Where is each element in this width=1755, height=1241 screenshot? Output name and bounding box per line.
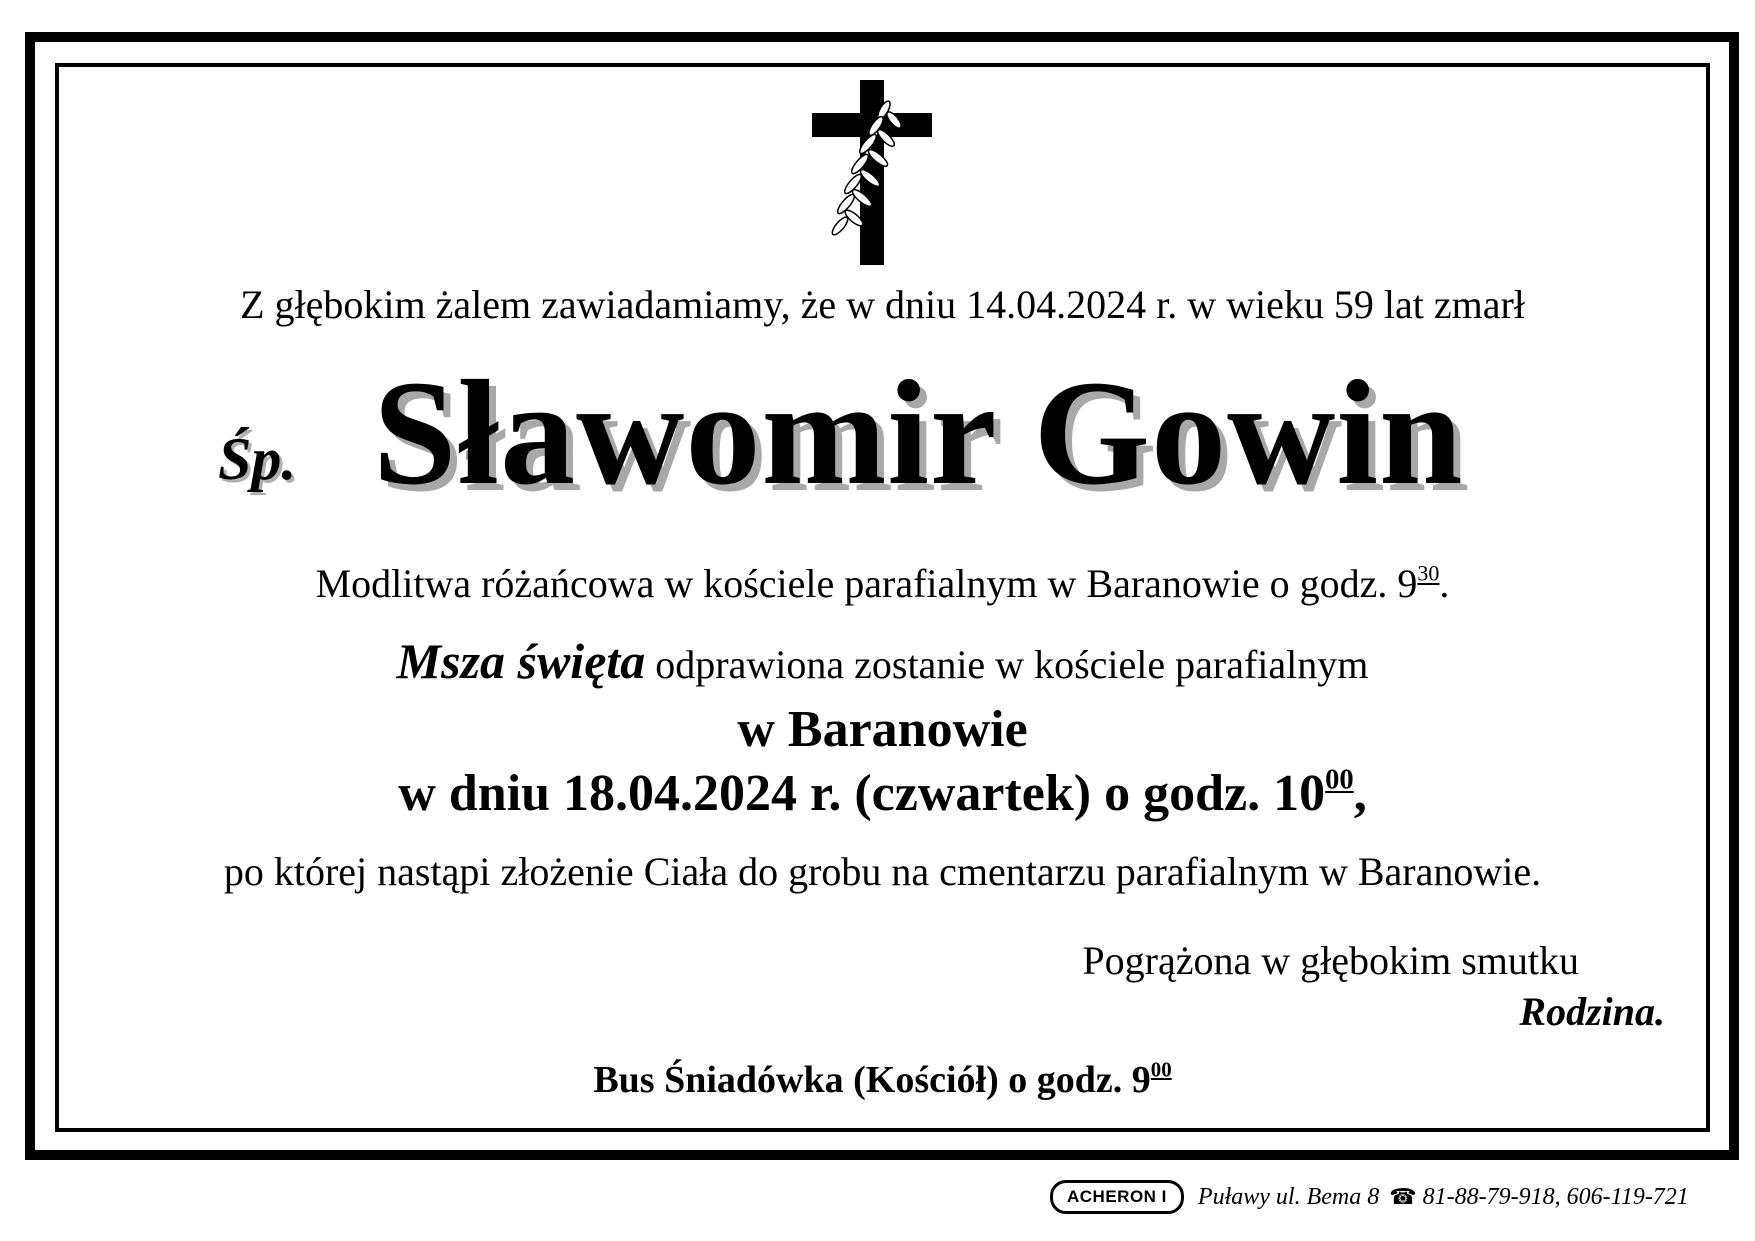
mass-datetime-end: ,	[1353, 765, 1367, 822]
funeral-home-footer	[1050, 1180, 1689, 1214]
sorrow-text: Pogrążona w głębokim smutku	[1082, 938, 1579, 983]
mass-place: w Baranowie	[737, 701, 1028, 758]
burial-info: po której nastąpi złożenie Ciała do grobu na cmentarzu parafialnym w Baranowie.	[223, 849, 1542, 894]
rosary-text: Modlitwa różańcowa w kościele parafialnym w Baranowie o godz. 9	[315, 561, 1418, 606]
deceased-name: Sławomir Gowin	[373, 350, 1464, 516]
bus-info	[55, 1058, 1710, 1102]
mass-info	[55, 632, 1710, 690]
bus-time-minutes: 00	[1150, 1057, 1172, 1082]
rosary-end: .	[1439, 561, 1450, 606]
deceased-name-row	[55, 350, 1710, 516]
name-prefix: Śp.	[218, 426, 297, 492]
funeral-home-phones: 81-88-79-918, 606-119-721	[1422, 1183, 1689, 1210]
mass-emphasis: Msza święta	[396, 633, 646, 689]
mass-text: odprawiona zostanie w kościele parafialnym	[645, 642, 1369, 687]
rosary-info	[55, 560, 1710, 607]
family-signature: Rodzina.	[1519, 989, 1665, 1034]
mass-datetime	[55, 764, 1710, 823]
cross-with-palm-icon	[812, 80, 932, 265]
mass-time-minutes: 00	[1325, 764, 1354, 796]
mass-datetime-text: w dniu 18.04.2024 r. (czwartek) o godz. 10	[398, 765, 1326, 822]
announcement-intro: Z głębokim żalem zawiadamiamy, że w dniu 14.04.2024 r. w wieku 59 lat zmarł	[240, 282, 1525, 327]
telephone-icon: ☎	[1389, 1184, 1417, 1209]
funeral-home-logo: ACHERON I	[1050, 1180, 1184, 1214]
bus-text: Bus Śniadówka (Kościół) o godz. 9	[593, 1059, 1151, 1101]
funeral-home-address: Puławy ul. Bema 8	[1197, 1183, 1380, 1210]
rosary-time-minutes: 30	[1417, 560, 1440, 586]
